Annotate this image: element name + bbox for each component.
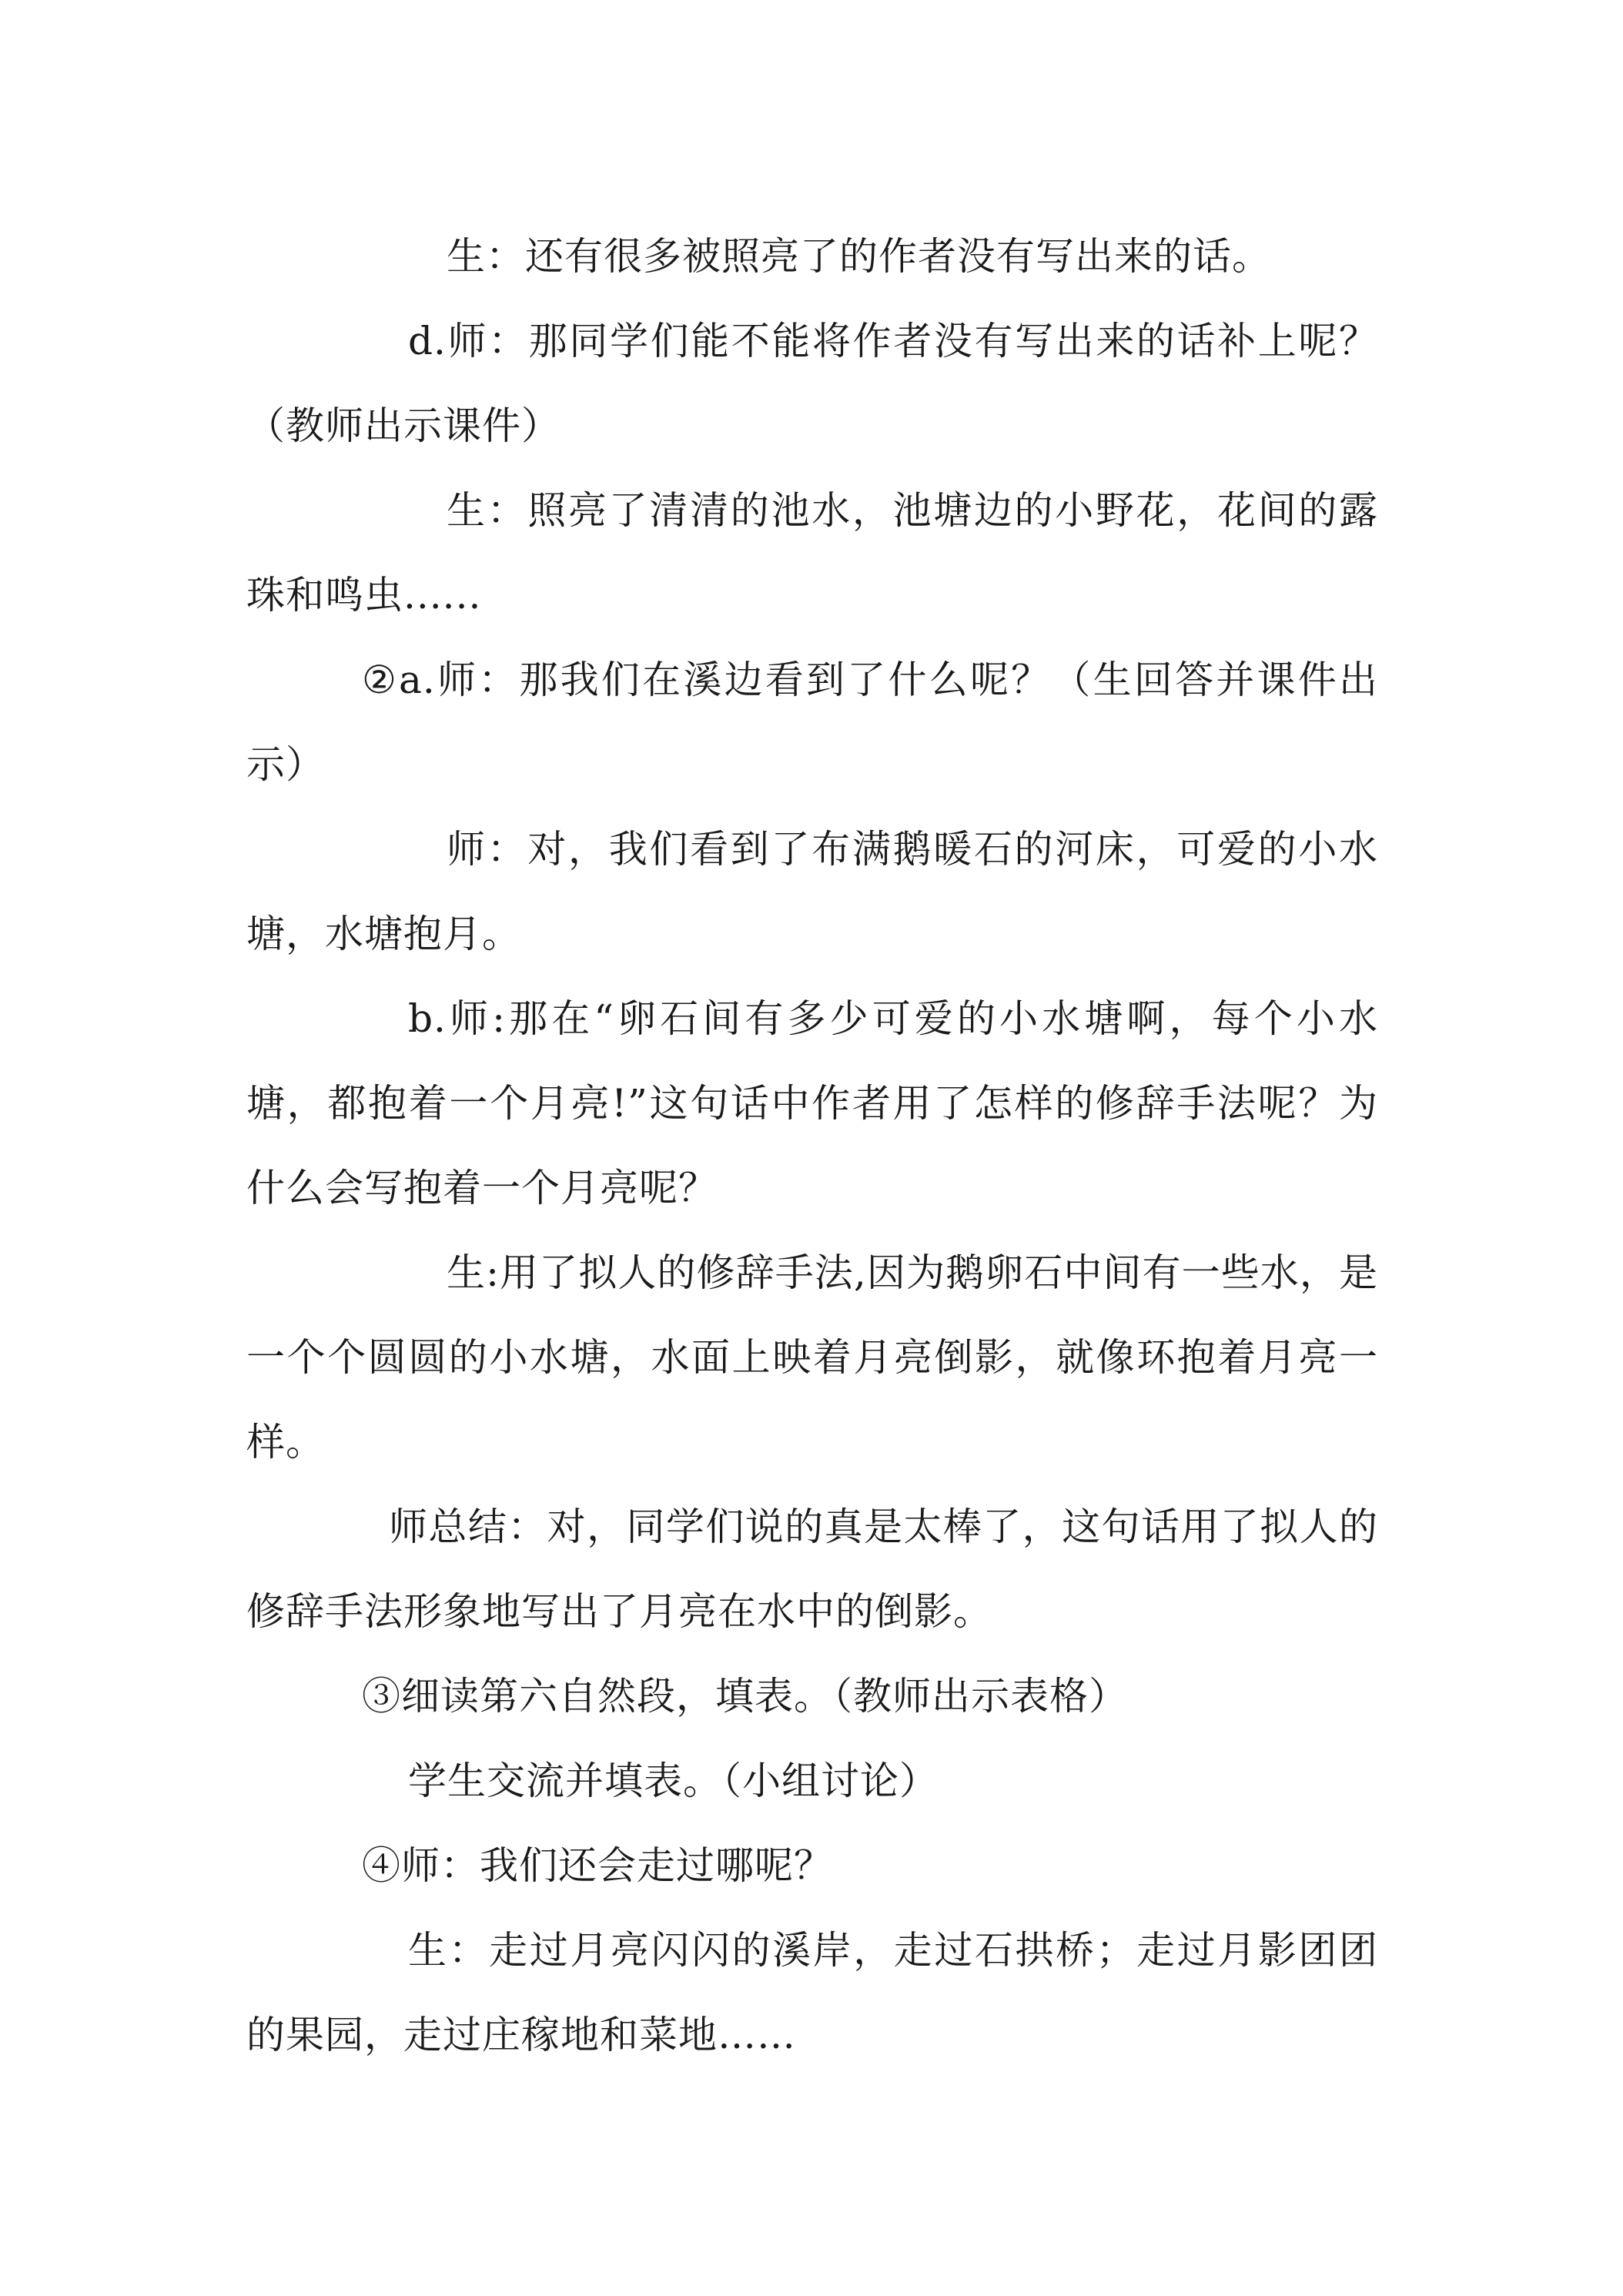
document-body — [246, 214, 1378, 2077]
paragraph: 生：走过月亮闪闪的溪岸，走过石拱桥；走过月影团团的果园，走过庄稼地和菜地…… — [246, 1928, 1378, 2057]
paragraph: ④师：我们还会走过哪呢？ — [362, 1843, 833, 1888]
paragraph: 生:用了拟人的修辞手法,因为鹅卵石中间有一些水，是一个个圆圆的小水塘，水面上映着月亮倒影，就像环抱着月亮一样。 — [246, 1250, 1378, 1464]
paragraph: 生：还有很多被照亮了的作者没有写出来的话。 — [447, 234, 1271, 279]
paragraph: b.师:那在“卵石间有多少可爱的小水塘啊，每个小水塘，都抱着一个月亮!”这句话中作者用了怎样的修辞手法呢？为什么会写抱着一个月亮呢？ — [246, 996, 1378, 1210]
paragraph: 师：对，我们看到了布满鹅暖石的河床，可爱的小水塘，水塘抱月。 — [246, 827, 1378, 956]
paragraph: 生：照亮了清清的池水，池塘边的小野花，花间的露珠和鸣虫...... — [246, 488, 1378, 618]
paragraph: d.师：那同学们能不能将作者没有写出来的话补上呢？（教师出示课件） — [246, 319, 1378, 448]
paragraph: 师总结：对，同学们说的真是太棒了，这句话用了拟人的修辞手法形象地写出了月亮在水中的倒影。 — [246, 1504, 1378, 1634]
paragraph: ②a.师：那我们在溪边看到了什么呢？（生回答并课件出示） — [246, 658, 1378, 787]
paragraph: ③细读第六自然段，填表。（教师出示表格） — [362, 1674, 1128, 1719]
paragraph: 学生交流并填表。（小组讨论） — [408, 1759, 939, 1803]
